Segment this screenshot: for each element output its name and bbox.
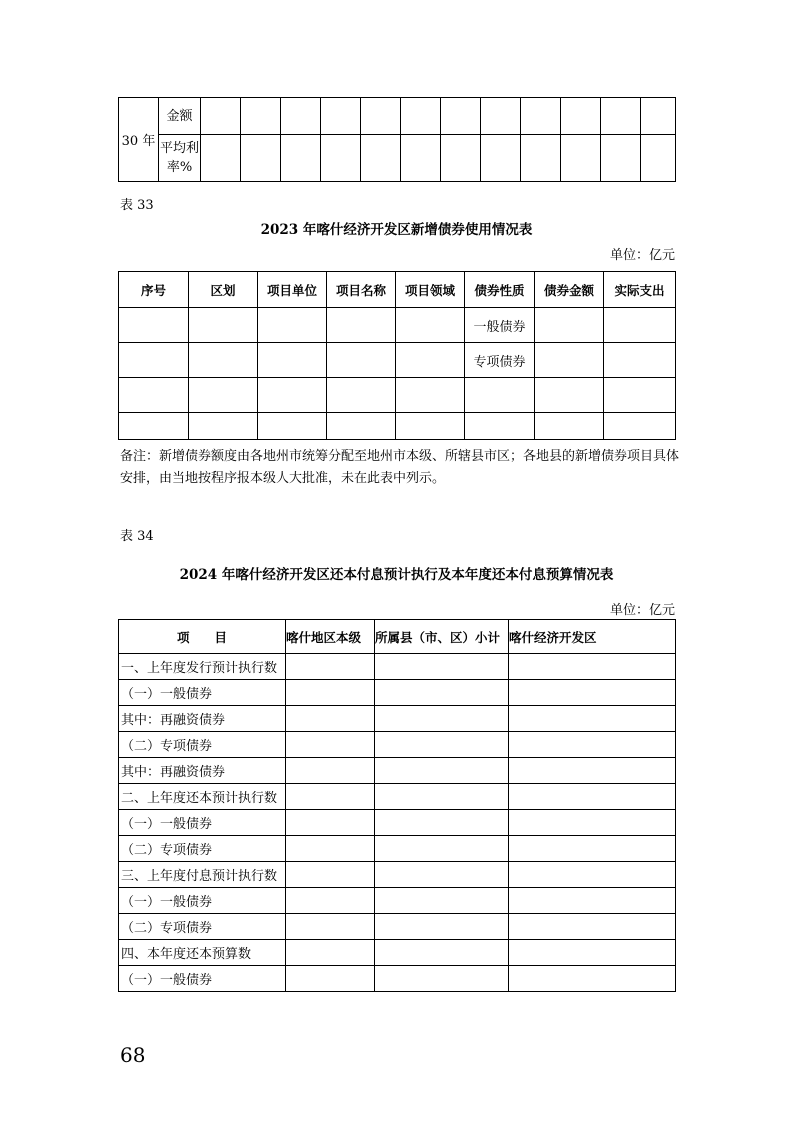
header-cell: 项 目 — [119, 620, 286, 654]
header-cell: 喀什经济开发区 — [509, 620, 676, 654]
table-row — [119, 680, 676, 706]
header-cell: 喀什地区本级 — [286, 620, 375, 654]
table-row — [119, 732, 676, 758]
table-header-row — [119, 620, 676, 654]
table33-note: 备注：新增债券额度由各地州市统筹分配至地州市本级、所辖县市区；各地县的新增债券项目具体安排，由当地按程序报本级人大批准，未在此表中列示。 — [120, 449, 680, 486]
bond-type-special: 专项债券 — [465, 343, 535, 378]
table34-unit: 单位：亿元 — [609, 603, 675, 618]
year-label: 30 年 — [119, 98, 159, 182]
row-label: （一）一般债券 — [119, 888, 286, 914]
row-label: （一）一般债券 — [119, 966, 286, 992]
row-label: 二、上年度还本预计执行数 — [119, 784, 286, 810]
table-row — [119, 888, 676, 914]
row-label: 其中：再融资债券 — [119, 758, 286, 784]
new-bond-usage-table — [118, 271, 676, 440]
table-row — [119, 758, 676, 784]
page-number: 68 — [120, 1043, 146, 1067]
header-cell: 序号 — [119, 272, 189, 308]
table34-label: 表 34 — [120, 529, 154, 544]
header-cell: 项目领域 — [396, 272, 465, 308]
row-label: （二）专项债券 — [119, 836, 286, 862]
table-row — [119, 378, 676, 413]
table33-unit: 单位：亿元 — [609, 248, 675, 263]
header-cell: 债券金额 — [535, 272, 604, 308]
row-label-avg-rate: 平均利率% — [159, 135, 201, 182]
amount-rate-table-continued — [118, 97, 676, 182]
header-cell: 区划 — [189, 272, 258, 308]
table-row — [119, 654, 676, 680]
table-row — [119, 940, 676, 966]
row-label: （二）专项债券 — [119, 732, 286, 758]
row-label: 一、上年度发行预计执行数 — [119, 654, 286, 680]
table-row — [119, 413, 676, 440]
row-label: （二）专项债券 — [119, 914, 286, 940]
header-cell: 实际支出 — [604, 272, 676, 308]
header-cell: 项目名称 — [327, 272, 396, 308]
table-row — [119, 308, 676, 343]
row-label: 其中：再融资债券 — [119, 706, 286, 732]
row-label: 三、上年度付息预计执行数 — [119, 862, 286, 888]
table-row — [119, 862, 676, 888]
header-cell: 项目单位 — [258, 272, 327, 308]
table33-title: 2023 年喀什经济开发区新增债券使用情况表 — [260, 222, 533, 238]
table34-title: 2024 年喀什经济开发区还本付息预计执行及本年度还本付息预算情况表 — [179, 567, 614, 583]
header-cell: 债券性质 — [465, 272, 535, 308]
row-label: 四、本年度还本预算数 — [119, 940, 286, 966]
header-cell: 所属县（市、区）小计 — [375, 620, 509, 654]
table33-label: 表 33 — [120, 198, 154, 213]
row-label: （一）一般债券 — [119, 680, 286, 706]
bond-type-general: 一般债券 — [465, 308, 535, 343]
table-row — [119, 810, 676, 836]
table-row — [119, 343, 676, 378]
row-label: （一）一般债券 — [119, 810, 286, 836]
table-row — [119, 784, 676, 810]
table-row — [119, 836, 676, 862]
table-row — [119, 706, 676, 732]
row-label-amount: 金额 — [159, 98, 201, 135]
debt-repayment-table — [118, 619, 676, 992]
table-header-row — [119, 272, 676, 308]
table-row — [119, 966, 676, 992]
table-row — [119, 914, 676, 940]
